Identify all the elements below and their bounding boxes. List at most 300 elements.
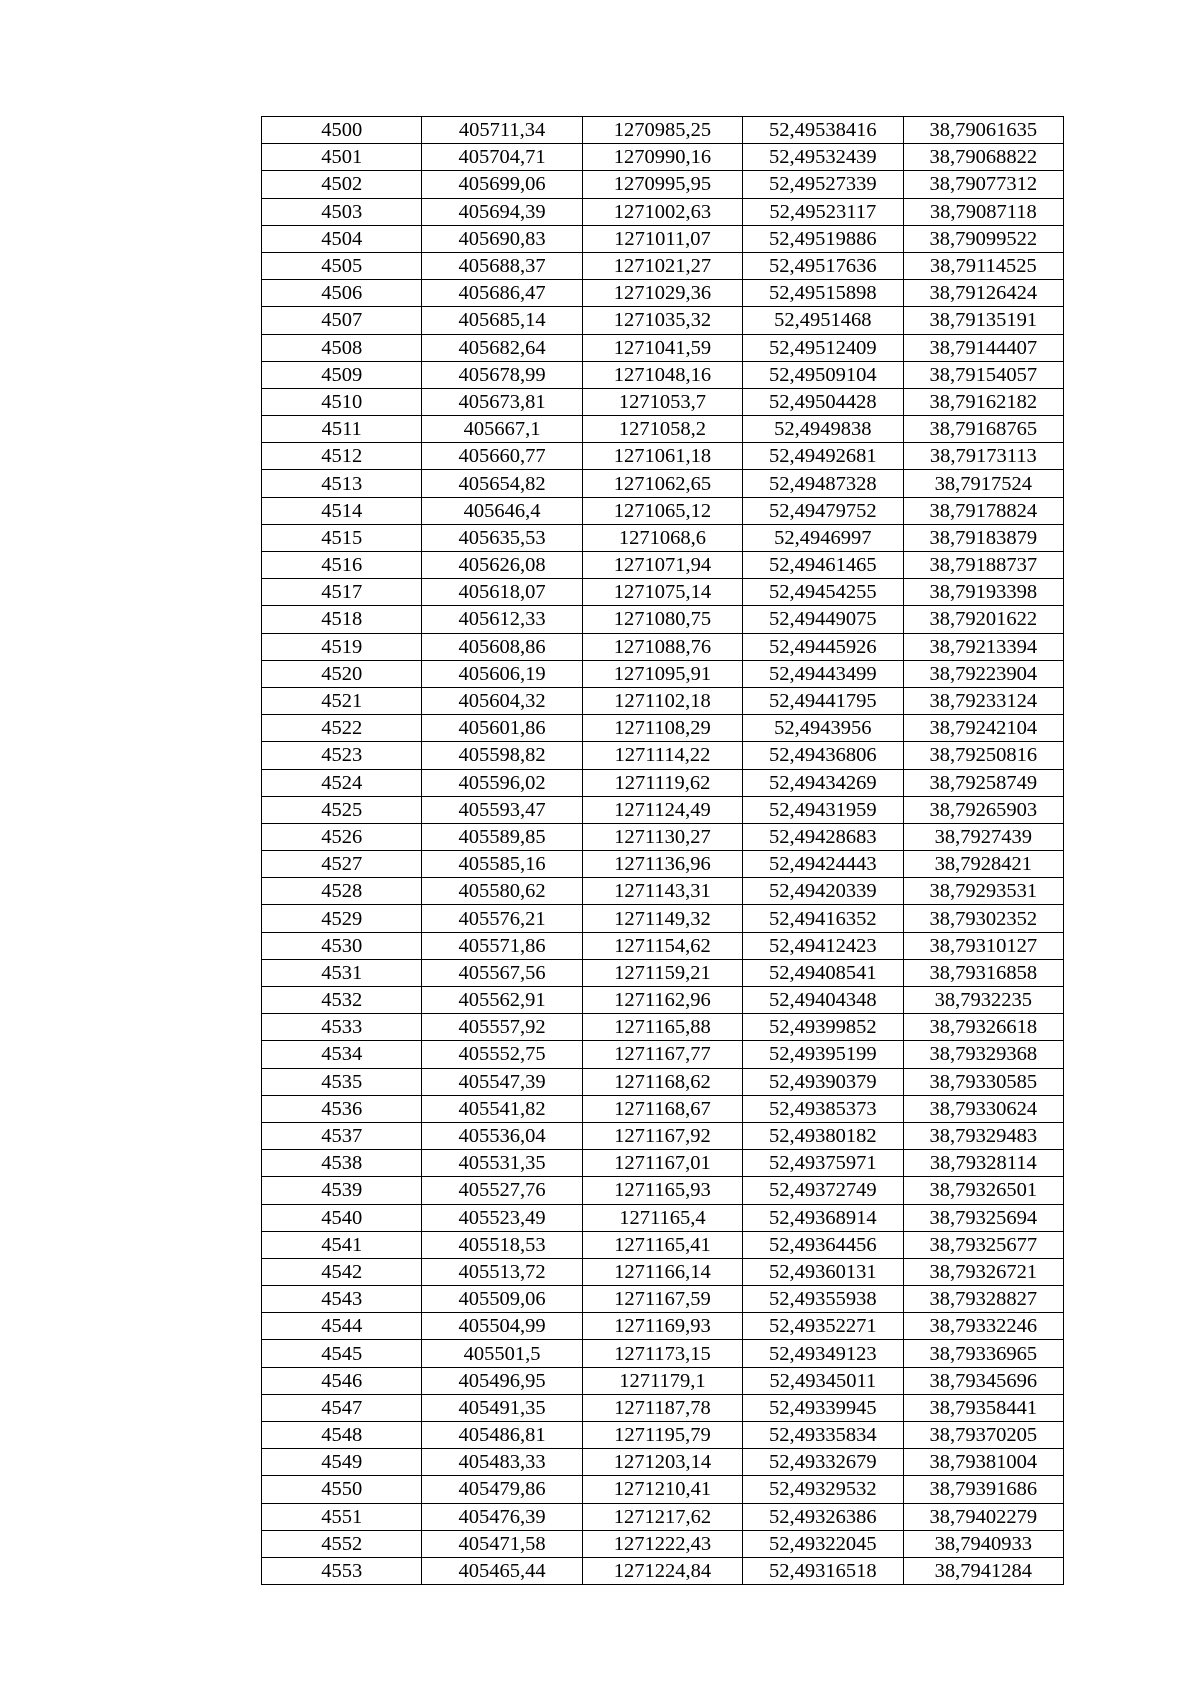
point-number-cell: 4553 bbox=[262, 1557, 422, 1584]
latitude-cell: 52,49399852 bbox=[743, 1014, 903, 1041]
latitude-cell: 52,49492681 bbox=[743, 443, 903, 470]
latitude-cell: 52,49515898 bbox=[743, 280, 903, 307]
table-row bbox=[262, 1286, 1064, 1313]
point-number-cell: 4502 bbox=[262, 171, 422, 198]
table-row bbox=[262, 1068, 1064, 1095]
coord-y-cell: 1271021,27 bbox=[582, 252, 742, 279]
point-number-cell: 4535 bbox=[262, 1068, 422, 1095]
longitude-cell: 38,79358441 bbox=[903, 1394, 1063, 1421]
coord-y-cell: 1271162,96 bbox=[582, 987, 742, 1014]
latitude-cell: 52,49424443 bbox=[743, 851, 903, 878]
point-number-cell: 4541 bbox=[262, 1231, 422, 1258]
longitude-cell: 38,79370205 bbox=[903, 1422, 1063, 1449]
coord-x-cell: 405660,77 bbox=[422, 443, 582, 470]
coord-x-cell: 405593,47 bbox=[422, 796, 582, 823]
table-row bbox=[262, 307, 1064, 334]
point-number-cell: 4523 bbox=[262, 742, 422, 769]
point-number-cell: 4524 bbox=[262, 769, 422, 796]
coord-y-cell: 1271168,62 bbox=[582, 1068, 742, 1095]
point-number-cell: 4542 bbox=[262, 1258, 422, 1285]
coord-y-cell: 1271168,67 bbox=[582, 1095, 742, 1122]
point-number-cell: 4503 bbox=[262, 198, 422, 225]
table-row bbox=[262, 823, 1064, 850]
coord-y-cell: 1271149,32 bbox=[582, 905, 742, 932]
table-row bbox=[262, 1204, 1064, 1231]
table-row bbox=[262, 1231, 1064, 1258]
point-number-cell: 4504 bbox=[262, 225, 422, 252]
longitude-cell: 38,79162182 bbox=[903, 388, 1063, 415]
table-row bbox=[262, 144, 1064, 171]
longitude-cell: 38,79068822 bbox=[903, 144, 1063, 171]
point-number-cell: 4522 bbox=[262, 715, 422, 742]
coord-x-cell: 405690,83 bbox=[422, 225, 582, 252]
latitude-cell: 52,49349123 bbox=[743, 1340, 903, 1367]
table-row bbox=[262, 878, 1064, 905]
coord-y-cell: 1271187,78 bbox=[582, 1394, 742, 1421]
point-number-cell: 4528 bbox=[262, 878, 422, 905]
longitude-cell: 38,79293531 bbox=[903, 878, 1063, 905]
point-number-cell: 4517 bbox=[262, 579, 422, 606]
table-row bbox=[262, 443, 1064, 470]
point-number-cell: 4550 bbox=[262, 1476, 422, 1503]
table-row bbox=[262, 334, 1064, 361]
coord-x-cell: 405483,33 bbox=[422, 1449, 582, 1476]
table-row bbox=[262, 552, 1064, 579]
latitude-cell: 52,49368914 bbox=[743, 1204, 903, 1231]
coord-x-cell: 405496,95 bbox=[422, 1367, 582, 1394]
coordinates-table bbox=[261, 116, 1064, 1585]
point-number-cell: 4516 bbox=[262, 552, 422, 579]
coord-x-cell: 405585,16 bbox=[422, 851, 582, 878]
table-row bbox=[262, 1367, 1064, 1394]
coord-y-cell: 1271166,14 bbox=[582, 1258, 742, 1285]
coord-x-cell: 405465,44 bbox=[422, 1557, 582, 1584]
table-row bbox=[262, 252, 1064, 279]
longitude-cell: 38,79310127 bbox=[903, 932, 1063, 959]
coord-y-cell: 1271062,65 bbox=[582, 470, 742, 497]
table-row bbox=[262, 361, 1064, 388]
longitude-cell: 38,79201622 bbox=[903, 606, 1063, 633]
coord-y-cell: 1271124,49 bbox=[582, 796, 742, 823]
coord-x-cell: 405531,35 bbox=[422, 1150, 582, 1177]
longitude-cell: 38,79213394 bbox=[903, 633, 1063, 660]
point-number-cell: 4509 bbox=[262, 361, 422, 388]
longitude-cell: 38,79135191 bbox=[903, 307, 1063, 334]
coord-y-cell: 1271108,29 bbox=[582, 715, 742, 742]
coord-x-cell: 405589,85 bbox=[422, 823, 582, 850]
longitude-cell: 38,79258749 bbox=[903, 769, 1063, 796]
coord-y-cell: 1271167,01 bbox=[582, 1150, 742, 1177]
latitude-cell: 52,49385373 bbox=[743, 1095, 903, 1122]
coord-x-cell: 405635,53 bbox=[422, 524, 582, 551]
table-row bbox=[262, 1313, 1064, 1340]
latitude-cell: 52,49479752 bbox=[743, 497, 903, 524]
longitude-cell: 38,79345696 bbox=[903, 1367, 1063, 1394]
point-number-cell: 4551 bbox=[262, 1503, 422, 1530]
point-number-cell: 4537 bbox=[262, 1122, 422, 1149]
latitude-cell: 52,49532439 bbox=[743, 144, 903, 171]
coord-x-cell: 405678,99 bbox=[422, 361, 582, 388]
latitude-cell: 52,49428683 bbox=[743, 823, 903, 850]
coord-x-cell: 405608,86 bbox=[422, 633, 582, 660]
coord-x-cell: 405567,56 bbox=[422, 959, 582, 986]
coord-y-cell: 1271053,7 bbox=[582, 388, 742, 415]
coord-x-cell: 405704,71 bbox=[422, 144, 582, 171]
point-number-cell: 4514 bbox=[262, 497, 422, 524]
table-row bbox=[262, 687, 1064, 714]
longitude-cell: 38,7940933 bbox=[903, 1530, 1063, 1557]
latitude-cell: 52,49434269 bbox=[743, 769, 903, 796]
coord-y-cell: 1271167,77 bbox=[582, 1041, 742, 1068]
table-row bbox=[262, 769, 1064, 796]
latitude-cell: 52,49461465 bbox=[743, 552, 903, 579]
coord-y-cell: 1271068,6 bbox=[582, 524, 742, 551]
longitude-cell: 38,79061635 bbox=[903, 117, 1063, 144]
coord-x-cell: 405491,35 bbox=[422, 1394, 582, 1421]
table-row bbox=[262, 1041, 1064, 1068]
table-row bbox=[262, 198, 1064, 225]
longitude-cell: 38,7927439 bbox=[903, 823, 1063, 850]
table-row bbox=[262, 388, 1064, 415]
point-number-cell: 4519 bbox=[262, 633, 422, 660]
latitude-cell: 52,49487328 bbox=[743, 470, 903, 497]
longitude-cell: 38,79077312 bbox=[903, 171, 1063, 198]
point-number-cell: 4501 bbox=[262, 144, 422, 171]
coord-x-cell: 405694,39 bbox=[422, 198, 582, 225]
latitude-cell: 52,49372749 bbox=[743, 1177, 903, 1204]
coord-x-cell: 405688,37 bbox=[422, 252, 582, 279]
longitude-cell: 38,79223904 bbox=[903, 660, 1063, 687]
table-row bbox=[262, 280, 1064, 307]
point-number-cell: 4510 bbox=[262, 388, 422, 415]
coord-x-cell: 405518,53 bbox=[422, 1231, 582, 1258]
latitude-cell: 52,49519886 bbox=[743, 225, 903, 252]
longitude-cell: 38,79178824 bbox=[903, 497, 1063, 524]
coord-y-cell: 1271165,41 bbox=[582, 1231, 742, 1258]
coord-y-cell: 1271002,63 bbox=[582, 198, 742, 225]
point-number-cell: 4545 bbox=[262, 1340, 422, 1367]
longitude-cell: 38,79242104 bbox=[903, 715, 1063, 742]
point-number-cell: 4511 bbox=[262, 416, 422, 443]
longitude-cell: 38,79173113 bbox=[903, 443, 1063, 470]
latitude-cell: 52,49339945 bbox=[743, 1394, 903, 1421]
table-row bbox=[262, 959, 1064, 986]
longitude-cell: 38,79168765 bbox=[903, 416, 1063, 443]
latitude-cell: 52,49345011 bbox=[743, 1367, 903, 1394]
latitude-cell: 52,4949838 bbox=[743, 416, 903, 443]
point-number-cell: 4506 bbox=[262, 280, 422, 307]
coord-x-cell: 405571,86 bbox=[422, 932, 582, 959]
point-number-cell: 4538 bbox=[262, 1150, 422, 1177]
coord-x-cell: 405552,75 bbox=[422, 1041, 582, 1068]
coord-y-cell: 1271041,59 bbox=[582, 334, 742, 361]
longitude-cell: 38,79126424 bbox=[903, 280, 1063, 307]
point-number-cell: 4518 bbox=[262, 606, 422, 633]
table-row bbox=[262, 1014, 1064, 1041]
coord-x-cell: 405471,58 bbox=[422, 1530, 582, 1557]
table-row bbox=[262, 1530, 1064, 1557]
latitude-cell: 52,49364456 bbox=[743, 1231, 903, 1258]
longitude-cell: 38,79330624 bbox=[903, 1095, 1063, 1122]
table-row bbox=[262, 416, 1064, 443]
longitude-cell: 38,79183879 bbox=[903, 524, 1063, 551]
coord-x-cell: 405685,14 bbox=[422, 307, 582, 334]
point-number-cell: 4549 bbox=[262, 1449, 422, 1476]
longitude-cell: 38,79302352 bbox=[903, 905, 1063, 932]
latitude-cell: 52,49445926 bbox=[743, 633, 903, 660]
coord-x-cell: 405541,82 bbox=[422, 1095, 582, 1122]
table-row bbox=[262, 796, 1064, 823]
table-row bbox=[262, 1503, 1064, 1530]
coord-x-cell: 405606,19 bbox=[422, 660, 582, 687]
latitude-cell: 52,49408541 bbox=[743, 959, 903, 986]
latitude-cell: 52,49412423 bbox=[743, 932, 903, 959]
table-row bbox=[262, 1122, 1064, 1149]
coord-y-cell: 1271065,12 bbox=[582, 497, 742, 524]
coord-x-cell: 405501,5 bbox=[422, 1340, 582, 1367]
latitude-cell: 52,49509104 bbox=[743, 361, 903, 388]
coord-x-cell: 405527,76 bbox=[422, 1177, 582, 1204]
coord-x-cell: 405646,4 bbox=[422, 497, 582, 524]
longitude-cell: 38,79328114 bbox=[903, 1150, 1063, 1177]
coord-y-cell: 1271029,36 bbox=[582, 280, 742, 307]
latitude-cell: 52,49335834 bbox=[743, 1422, 903, 1449]
longitude-cell: 38,79250816 bbox=[903, 742, 1063, 769]
coord-y-cell: 1271136,96 bbox=[582, 851, 742, 878]
longitude-cell: 38,79316858 bbox=[903, 959, 1063, 986]
coord-y-cell: 1271167,59 bbox=[582, 1286, 742, 1313]
point-number-cell: 4546 bbox=[262, 1367, 422, 1394]
table-row bbox=[262, 1177, 1064, 1204]
point-number-cell: 4532 bbox=[262, 987, 422, 1014]
coord-y-cell: 1271071,94 bbox=[582, 552, 742, 579]
point-number-cell: 4500 bbox=[262, 117, 422, 144]
latitude-cell: 52,49431959 bbox=[743, 796, 903, 823]
latitude-cell: 52,49416352 bbox=[743, 905, 903, 932]
coord-x-cell: 405682,64 bbox=[422, 334, 582, 361]
coord-y-cell: 1271061,18 bbox=[582, 443, 742, 470]
longitude-cell: 38,79330585 bbox=[903, 1068, 1063, 1095]
latitude-cell: 52,49436806 bbox=[743, 742, 903, 769]
latitude-cell: 52,4946997 bbox=[743, 524, 903, 551]
longitude-cell: 38,79381004 bbox=[903, 1449, 1063, 1476]
latitude-cell: 52,49517636 bbox=[743, 252, 903, 279]
latitude-cell: 52,4951468 bbox=[743, 307, 903, 334]
coord-y-cell: 1271165,93 bbox=[582, 1177, 742, 1204]
latitude-cell: 52,49441795 bbox=[743, 687, 903, 714]
table-row bbox=[262, 1340, 1064, 1367]
point-number-cell: 4547 bbox=[262, 1394, 422, 1421]
longitude-cell: 38,79332246 bbox=[903, 1313, 1063, 1340]
coord-x-cell: 405604,32 bbox=[422, 687, 582, 714]
coord-x-cell: 405509,06 bbox=[422, 1286, 582, 1313]
coord-y-cell: 1270995,95 bbox=[582, 171, 742, 198]
coord-x-cell: 405699,06 bbox=[422, 171, 582, 198]
longitude-cell: 38,79099522 bbox=[903, 225, 1063, 252]
point-number-cell: 4526 bbox=[262, 823, 422, 850]
coord-y-cell: 1271119,62 bbox=[582, 769, 742, 796]
point-number-cell: 4505 bbox=[262, 252, 422, 279]
longitude-cell: 38,79154057 bbox=[903, 361, 1063, 388]
coord-x-cell: 405618,07 bbox=[422, 579, 582, 606]
table-row bbox=[262, 606, 1064, 633]
table-row bbox=[262, 905, 1064, 932]
point-number-cell: 4536 bbox=[262, 1095, 422, 1122]
point-number-cell: 4530 bbox=[262, 932, 422, 959]
coord-y-cell: 1271035,32 bbox=[582, 307, 742, 334]
coord-x-cell: 405626,08 bbox=[422, 552, 582, 579]
table-row bbox=[262, 1095, 1064, 1122]
coord-y-cell: 1271130,27 bbox=[582, 823, 742, 850]
point-number-cell: 4512 bbox=[262, 443, 422, 470]
coord-y-cell: 1271173,15 bbox=[582, 1340, 742, 1367]
point-number-cell: 4531 bbox=[262, 959, 422, 986]
coord-x-cell: 405686,47 bbox=[422, 280, 582, 307]
latitude-cell: 52,49329532 bbox=[743, 1476, 903, 1503]
point-number-cell: 4534 bbox=[262, 1041, 422, 1068]
longitude-cell: 38,7928421 bbox=[903, 851, 1063, 878]
coord-x-cell: 405562,91 bbox=[422, 987, 582, 1014]
coord-x-cell: 405547,39 bbox=[422, 1068, 582, 1095]
coordinates-table-body bbox=[262, 117, 1064, 1585]
longitude-cell: 38,79328827 bbox=[903, 1286, 1063, 1313]
table-row bbox=[262, 524, 1064, 551]
longitude-cell: 38,79265903 bbox=[903, 796, 1063, 823]
coord-x-cell: 405479,86 bbox=[422, 1476, 582, 1503]
point-number-cell: 4515 bbox=[262, 524, 422, 551]
coord-y-cell: 1271203,14 bbox=[582, 1449, 742, 1476]
table-row bbox=[262, 579, 1064, 606]
point-number-cell: 4525 bbox=[262, 796, 422, 823]
coord-x-cell: 405612,33 bbox=[422, 606, 582, 633]
table-row bbox=[262, 633, 1064, 660]
coord-x-cell: 405486,81 bbox=[422, 1422, 582, 1449]
latitude-cell: 52,49390379 bbox=[743, 1068, 903, 1095]
longitude-cell: 38,79326501 bbox=[903, 1177, 1063, 1204]
point-number-cell: 4533 bbox=[262, 1014, 422, 1041]
latitude-cell: 52,49352271 bbox=[743, 1313, 903, 1340]
coord-y-cell: 1271075,14 bbox=[582, 579, 742, 606]
latitude-cell: 52,49355938 bbox=[743, 1286, 903, 1313]
coord-y-cell: 1271143,31 bbox=[582, 878, 742, 905]
latitude-cell: 52,49316518 bbox=[743, 1557, 903, 1584]
coord-y-cell: 1271224,84 bbox=[582, 1557, 742, 1584]
coord-x-cell: 405601,86 bbox=[422, 715, 582, 742]
point-number-cell: 4544 bbox=[262, 1313, 422, 1340]
table-row bbox=[262, 497, 1064, 524]
coord-x-cell: 405576,21 bbox=[422, 905, 582, 932]
latitude-cell: 52,49326386 bbox=[743, 1503, 903, 1530]
table-row bbox=[262, 660, 1064, 687]
point-number-cell: 4540 bbox=[262, 1204, 422, 1231]
table-row bbox=[262, 470, 1064, 497]
point-number-cell: 4548 bbox=[262, 1422, 422, 1449]
coord-x-cell: 405536,04 bbox=[422, 1122, 582, 1149]
latitude-cell: 52,49380182 bbox=[743, 1122, 903, 1149]
table-row bbox=[262, 715, 1064, 742]
coord-y-cell: 1271058,2 bbox=[582, 416, 742, 443]
table-row bbox=[262, 117, 1064, 144]
point-number-cell: 4508 bbox=[262, 334, 422, 361]
table-row bbox=[262, 1150, 1064, 1177]
coord-x-cell: 405476,39 bbox=[422, 1503, 582, 1530]
longitude-cell: 38,7932235 bbox=[903, 987, 1063, 1014]
coord-y-cell: 1271210,41 bbox=[582, 1476, 742, 1503]
longitude-cell: 38,79325677 bbox=[903, 1231, 1063, 1258]
coord-x-cell: 405596,02 bbox=[422, 769, 582, 796]
table-row bbox=[262, 1476, 1064, 1503]
table-row bbox=[262, 225, 1064, 252]
table-row bbox=[262, 742, 1064, 769]
coord-y-cell: 1271217,62 bbox=[582, 1503, 742, 1530]
longitude-cell: 38,79391686 bbox=[903, 1476, 1063, 1503]
coord-y-cell: 1271167,92 bbox=[582, 1122, 742, 1149]
longitude-cell: 38,79087118 bbox=[903, 198, 1063, 225]
longitude-cell: 38,79144407 bbox=[903, 334, 1063, 361]
coord-y-cell: 1271114,22 bbox=[582, 742, 742, 769]
latitude-cell: 52,4943956 bbox=[743, 715, 903, 742]
coord-y-cell: 1271102,18 bbox=[582, 687, 742, 714]
longitude-cell: 38,79114525 bbox=[903, 252, 1063, 279]
point-number-cell: 4507 bbox=[262, 307, 422, 334]
latitude-cell: 52,49395199 bbox=[743, 1041, 903, 1068]
coord-x-cell: 405711,34 bbox=[422, 117, 582, 144]
coord-y-cell: 1271165,4 bbox=[582, 1204, 742, 1231]
point-number-cell: 4520 bbox=[262, 660, 422, 687]
point-number-cell: 4527 bbox=[262, 851, 422, 878]
coord-y-cell: 1271095,91 bbox=[582, 660, 742, 687]
coord-y-cell: 1271080,75 bbox=[582, 606, 742, 633]
latitude-cell: 52,49332679 bbox=[743, 1449, 903, 1476]
latitude-cell: 52,49375971 bbox=[743, 1150, 903, 1177]
latitude-cell: 52,49454255 bbox=[743, 579, 903, 606]
coord-y-cell: 1271169,93 bbox=[582, 1313, 742, 1340]
coord-x-cell: 405504,99 bbox=[422, 1313, 582, 1340]
coord-x-cell: 405580,62 bbox=[422, 878, 582, 905]
coord-y-cell: 1271195,79 bbox=[582, 1422, 742, 1449]
latitude-cell: 52,49404348 bbox=[743, 987, 903, 1014]
table-row bbox=[262, 1449, 1064, 1476]
point-number-cell: 4552 bbox=[262, 1530, 422, 1557]
longitude-cell: 38,79329483 bbox=[903, 1122, 1063, 1149]
longitude-cell: 38,79336965 bbox=[903, 1340, 1063, 1367]
coord-y-cell: 1271011,07 bbox=[582, 225, 742, 252]
longitude-cell: 38,7917524 bbox=[903, 470, 1063, 497]
coord-y-cell: 1271159,21 bbox=[582, 959, 742, 986]
latitude-cell: 52,49512409 bbox=[743, 334, 903, 361]
longitude-cell: 38,79326618 bbox=[903, 1014, 1063, 1041]
coord-y-cell: 1271154,62 bbox=[582, 932, 742, 959]
coord-y-cell: 1271179,1 bbox=[582, 1367, 742, 1394]
latitude-cell: 52,49523117 bbox=[743, 198, 903, 225]
longitude-cell: 38,79325694 bbox=[903, 1204, 1063, 1231]
coord-x-cell: 405598,82 bbox=[422, 742, 582, 769]
coord-y-cell: 1271088,76 bbox=[582, 633, 742, 660]
coord-x-cell: 405513,72 bbox=[422, 1258, 582, 1285]
longitude-cell: 38,79402279 bbox=[903, 1503, 1063, 1530]
coord-x-cell: 405523,49 bbox=[422, 1204, 582, 1231]
coord-y-cell: 1270990,16 bbox=[582, 144, 742, 171]
latitude-cell: 52,49443499 bbox=[743, 660, 903, 687]
coord-y-cell: 1271222,43 bbox=[582, 1530, 742, 1557]
table-row bbox=[262, 851, 1064, 878]
longitude-cell: 38,7941284 bbox=[903, 1557, 1063, 1584]
point-number-cell: 4543 bbox=[262, 1286, 422, 1313]
table-row bbox=[262, 1422, 1064, 1449]
latitude-cell: 52,49322045 bbox=[743, 1530, 903, 1557]
coord-y-cell: 1270985,25 bbox=[582, 117, 742, 144]
table-row bbox=[262, 1557, 1064, 1584]
